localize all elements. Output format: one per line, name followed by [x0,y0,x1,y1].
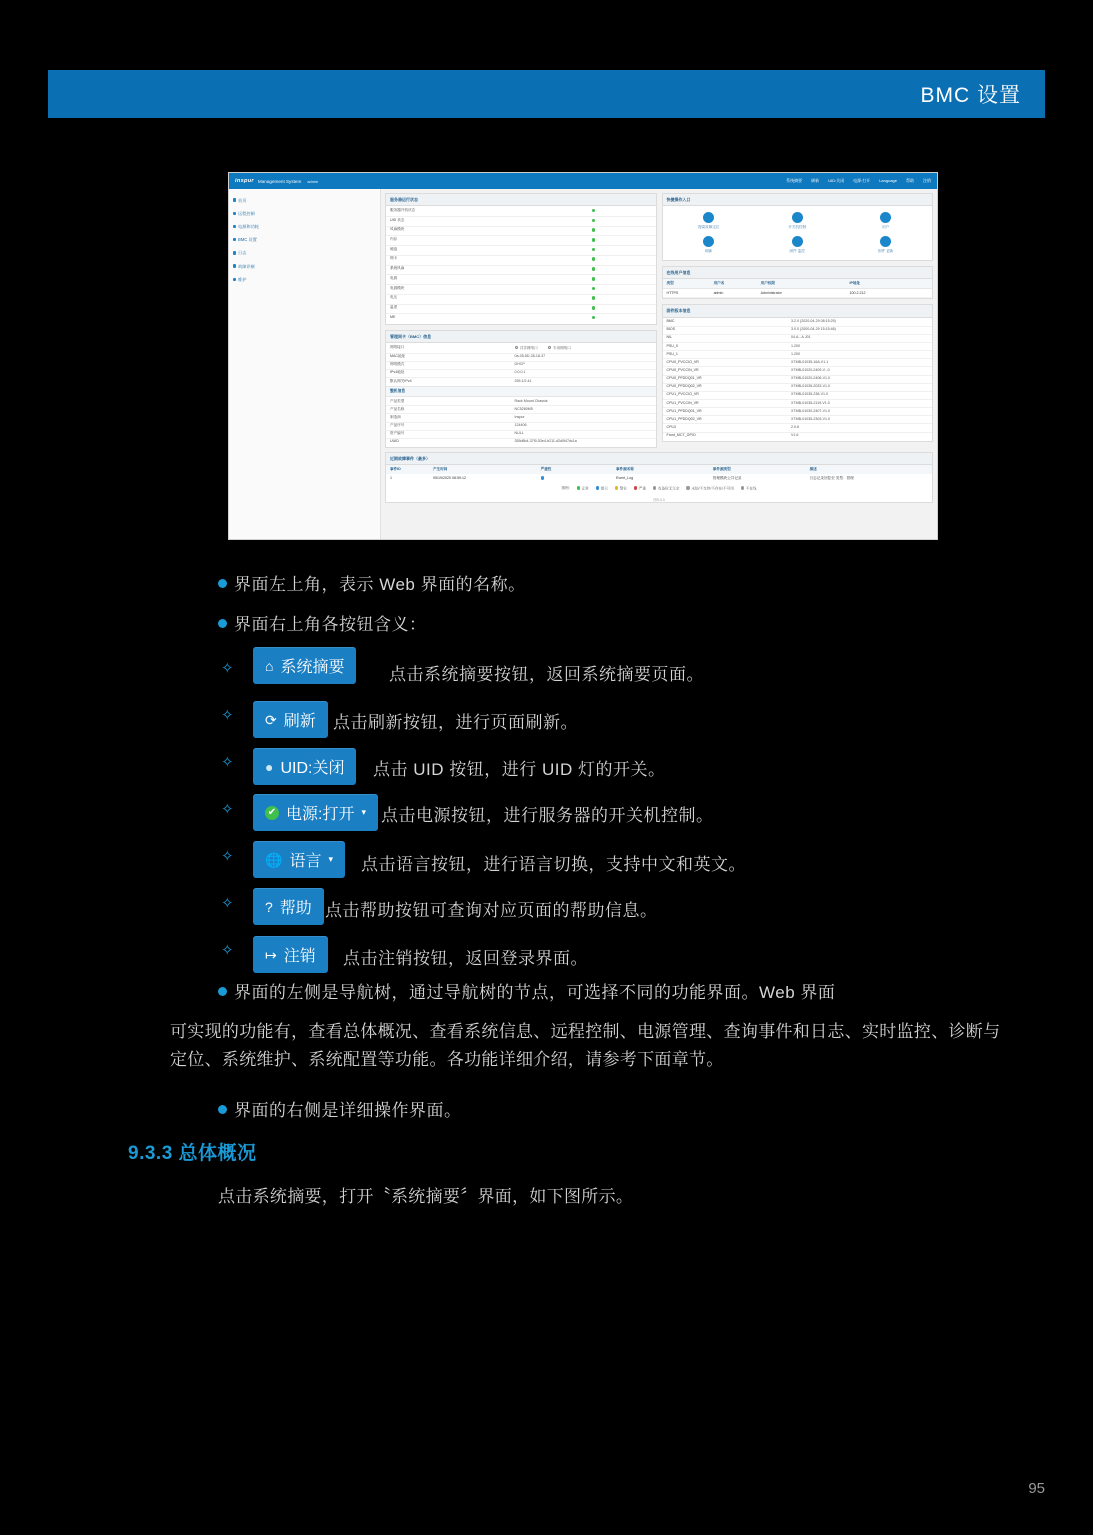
table-row [386,207,656,217]
refresh-button[interactable] [253,701,328,738]
page-number: 95 [1028,1480,1045,1497]
chassis-info-title: 整机信息 [386,386,656,397]
user-icon [880,212,891,223]
online-users-panel [662,266,934,299]
logout-button[interactable] [253,936,328,973]
chevron-down-icon: ▾ [328,854,333,864]
recent-events-header [386,465,932,474]
sidebar-item-maintenance[interactable]: 维护 [229,273,380,286]
status-badge [592,267,652,273]
status-badge [592,238,652,244]
quick-actions-title: 快捷操作入口 [663,194,933,206]
help-icon: ? [265,898,273,915]
uid-button-label: UID:关闭 [280,760,345,777]
inspur-logo: inspur [235,178,254,184]
diamond-marker-icon: ✧ [221,707,234,724]
table-row: CPU1_PFDDQ02_VR XTMB-01035-2303-V1.0 [663,416,933,424]
bullet-dot-icon [218,1105,227,1114]
table-row: NIL 04.A...A.J01 [663,335,933,343]
home-icon: ⌂ [265,657,274,674]
table-row [386,305,656,315]
health-key: ME [390,314,396,319]
table-row: 产品序号 124406 [386,423,656,431]
health-key: 电源模块 [390,285,405,290]
table-row: 产品类型 Rack Mount Chassis [386,398,656,406]
bmc-nav-logout[interactable]: 注销 [923,178,931,183]
table-row: PSU_0 1.200 [663,343,933,351]
power-caption: 点击电源按钮，进行服务器的开关机控制。 [381,806,714,825]
status-badge [592,277,652,283]
column-header: 用户名 [713,281,725,286]
table-row: CPU0_PFDDQ01_VR XTMB-01020-2406-V1.0 [663,376,933,384]
table-row [386,275,656,285]
help-button[interactable] [253,888,324,925]
health-key: UID 状态 [390,217,405,222]
bmc-current-user: admin [307,178,319,184]
refresh-button-label: 刷新 [283,713,316,730]
bmc-nav-help[interactable]: 帮助 [906,178,914,183]
sidebar-item-home[interactable]: 首页 [229,194,380,207]
health-key: 温度 [390,305,398,310]
refresh-icon [703,236,714,247]
help-button-label: 帮助 [279,900,312,917]
table-row: CPU0_PFDDQ02_VR XTMB-01035-2033-V1.0 [663,384,933,392]
bmc-nav-refresh[interactable]: 刷新 [811,178,820,183]
quick-action-refresh[interactable]: 刷新 [665,233,753,257]
server-health-rows [386,206,656,324]
help-caption: 点击帮助按钮可查询对应页面的帮助信息。 [325,901,658,920]
diamond-marker-icon: ✧ [221,895,234,912]
table-row [386,295,656,305]
diamond-marker-icon: ✧ [221,801,234,818]
quick-actions-panel [662,193,934,261]
quick-actions-grid [663,206,933,260]
quick-action-firmware-update[interactable]: 固件 更新 [841,233,929,257]
recent-events-panel [385,452,933,503]
table-row [386,236,656,246]
power-button[interactable] [253,794,378,831]
health-key: 服务器开机状态 [390,207,416,212]
bmc-product-name: Management System [257,178,302,184]
status-badge [592,287,652,293]
diamond-marker-icon: ✧ [221,754,234,771]
firmware-version-title: 固件版本信息 [663,305,933,317]
firmware-version-rows [663,318,933,441]
status-badge [592,219,652,225]
server-health-title: 服务器运行状态 [386,194,656,206]
bullet-interface-top-right: 界面右上角各按钮含义： [218,612,427,638]
table-row: 产品名称 NC5280M5 [386,406,656,414]
refresh-icon: ⟳ [265,711,277,728]
bmc-nic-panel [385,330,657,448]
update-icon [880,236,891,247]
power-icon [792,212,803,223]
legend-item: 提示 [596,486,608,491]
bmc-nav-uid[interactable]: UID:关闭 [828,178,845,183]
health-key: 电源 [390,275,398,280]
bmc-body [229,189,937,540]
sidebar-item-power[interactable]: 电源和功耗 [229,220,380,233]
legend-item: 不在线 [741,486,757,491]
bmc-nic-port-row [386,344,656,353]
logout-icon: ↦ [265,946,277,963]
sidebar-item-diagnostics[interactable]: 故障诊断 [229,260,380,273]
table-row: UUID 355d6b4-37f0-53e4-b211-d2d0f47dc1a [390,439,577,444]
column-header: 事件源名称 [615,467,634,472]
table-row [386,256,656,266]
radio-shared-port[interactable]: 共享网络口 [515,346,538,351]
bullet-dot-icon [218,579,227,588]
status-badge [592,228,652,234]
refresh-caption: 点击刷新按钮，进行页面刷新。 [333,713,578,732]
column-header: 严重性 [540,467,552,472]
bmc-nic-port-label: 网络接口 [390,344,405,349]
legend-item: 警告 [615,486,627,491]
monitor-icon [792,236,803,247]
power-button-label: 电源:打开 [286,806,355,823]
health-key: 内存 [390,236,398,241]
table-row: 资产编号 NULL [386,431,656,439]
legend-item: 正常 [577,486,589,491]
quick-action-firmware-monitor[interactable]: 固件 监控 [753,233,841,257]
status-badge [592,306,652,312]
bmc-top-bar [229,173,937,189]
status-badge [592,209,652,215]
table-row [386,285,656,295]
legend-label: 图例: [561,486,570,491]
firmware-version-panel [662,304,934,441]
health-key: 风扇模块 [390,227,405,232]
bmc-nav-system-summary[interactable]: 系统摘要 [786,178,803,183]
table-row: HTTPS admin Administrator 100.2.212 [663,289,933,298]
table-row [386,227,656,237]
radio-dedicated-port[interactable]: 专用网络口 [548,346,571,351]
page-header [48,70,1045,118]
table-row [386,217,656,227]
table-row: 默认网关IPv4 255.1/2.41 [390,378,532,383]
power-check-icon: ✔ [265,806,279,820]
section-heading: 9.3.3 总体概况 [128,1143,257,1164]
language-button[interactable] [253,841,345,878]
column-header: 事件源类型 [712,467,731,472]
health-key: 电压 [390,295,398,300]
table-row: IPv4地址 0.0.0.1 [386,370,656,378]
bmc-nav-power[interactable]: 电源:打开 [853,178,871,183]
section-body-text: 点击系统摘要，打开〝系统摘要〞界面，如下图所示。 [218,1187,634,1206]
language-button-label: 语言 [289,853,322,870]
table-row: 1 05/19/2020 08:59:12 Event_Log 管理模块公共记录 日志记录回复至 类型：管理 [390,476,854,481]
online-users-header [663,279,933,289]
bullet-right-detail-panel: 界面的右侧是详细操作界面。 [218,1098,462,1124]
system-summary-button[interactable] [253,647,356,684]
diamond-marker-icon: ✧ [221,848,234,865]
column-header: 描述 [809,467,817,472]
table-row: Front_MCT_GPIO V1.6 [666,433,799,438]
column-header: 用户权限 [760,281,775,286]
bmc-main-content [381,189,937,540]
health-key: 系统风扇 [390,266,405,271]
status-badge [592,316,652,322]
globe-icon: 🌐 [265,851,283,868]
table-row: CPU0_PVCCIN_VR XTMB-01020-2409-V...0 [663,367,933,375]
status-legend [386,483,932,494]
sidebar-item-remote-control[interactable]: 远程控制 [229,207,380,220]
table-row: MAC地址 0a-05-5D-35-18-37 [386,354,656,362]
uid-button[interactable] [253,748,356,785]
sidebar-item-bmc-settings[interactable]: BMC 设置 [229,234,380,247]
bmc-nic-title: 管理网卡（BMC）信息 [386,331,656,343]
table-row: PSU_1 1.200 [663,351,933,359]
bullet-dot-icon [218,987,227,996]
column-header: 产生时间 [433,467,448,472]
quick-action-user[interactable]: 用户 [841,209,929,233]
column-header: 类型 [666,281,674,286]
table-row: CPU1_PVCCIN_VR XTMB-01035-2119-V1.0 [663,400,933,408]
logout-caption: 点击注销按钮，返回登录界面。 [343,949,588,968]
legend-item: 未知/不支持/不存在/不可用 [686,486,733,491]
uid-icon: ● [265,758,274,775]
health-key: 硬盘 [390,246,398,251]
bullet-left-nav-tree: 界面的左侧是导航树，通过导航树的节点，可选择不同的功能界面。Web 界面 [218,980,835,1006]
language-caption: 点击语言按钮，进行语言切换，支持中文和英文。 [361,855,746,874]
table-row: CPLD 2.0.6 [663,424,933,432]
column-header: IP地址 [849,281,861,286]
figure-caption: 图9-3-3 [653,497,665,502]
chevron-down-icon: ▾ [361,807,366,817]
locate-icon [703,212,714,223]
bmc-web-ui-screenshot [228,172,938,540]
status-badge [592,296,652,302]
table-row: BIOS 3.0.0 (2000-04-29 15:15:46) [663,327,933,335]
bmc-nic-port-options [515,346,652,351]
legend-item: 严重 [634,486,646,491]
status-badge [592,248,652,254]
legend-item: 有备份无冗余 [653,486,679,491]
logout-button-label: 注销 [283,948,316,965]
bullet-interface-top-left: 界面左上角，表示 Web 界面的名称。 [218,572,526,598]
quick-action-locate[interactable]: 搜索故障定位 [665,209,753,233]
table-row: CPU1_PVCCIO_VR XTMB-01035-238-V1.0 [663,392,933,400]
bmc-sidebar [229,189,381,540]
system-summary-button-label: 系统摘要 [280,659,345,676]
bullet-dot-icon [218,619,227,628]
column-header: 事件ID [390,467,401,472]
quick-action-power-control[interactable]: 开关机控制 [753,209,841,233]
severity-badge [541,476,616,481]
table-row: 制造商 Inspur [386,414,656,422]
table-row: 网络模式 DHCP [386,362,656,370]
status-badge [592,257,652,263]
table-row [386,314,656,323]
sidebar-item-logs[interactable]: 日志 [229,247,380,260]
system-summary-caption: 点击系统摘要按钮，返回系统摘要页面。 [389,665,704,684]
table-row [386,266,656,276]
table-row: BMC 3.2.0 (2020-04-29 08:15:25) [663,319,933,327]
table-row: CPU0_PVCCIO_VR XTMB-01035-16A.V1.1 [663,359,933,367]
diamond-marker-icon: ✧ [221,660,234,677]
bmc-top-nav [786,178,931,184]
server-health-panel [385,193,657,325]
recent-events-title: 近期故障事件（最多） [386,453,932,465]
page-header-title: BMC 设置 [920,84,1021,107]
online-users-title: 在线用户信息 [663,267,933,279]
table-row [386,246,656,256]
bmc-nav-language[interactable]: Language [879,178,897,183]
diamond-marker-icon: ✧ [221,942,234,959]
table-row: CPU1_PFDDQ01_VR XTMB-01030-2407-V1.0 [663,408,933,416]
health-key: 网卡 [390,256,398,261]
left-nav-paragraph-rest: 可实现的功能有，查看总体概况、查看系统信息、远程控制、电源管理、查询事件和日志、实时监控、诊断与定位、系统维护、系统配置等功能。各功能详细介绍，请参考下面章节。 [170,1022,1001,1069]
uid-caption: 点击 UID 按钮，进行 UID 灯的开关。 [373,760,666,779]
